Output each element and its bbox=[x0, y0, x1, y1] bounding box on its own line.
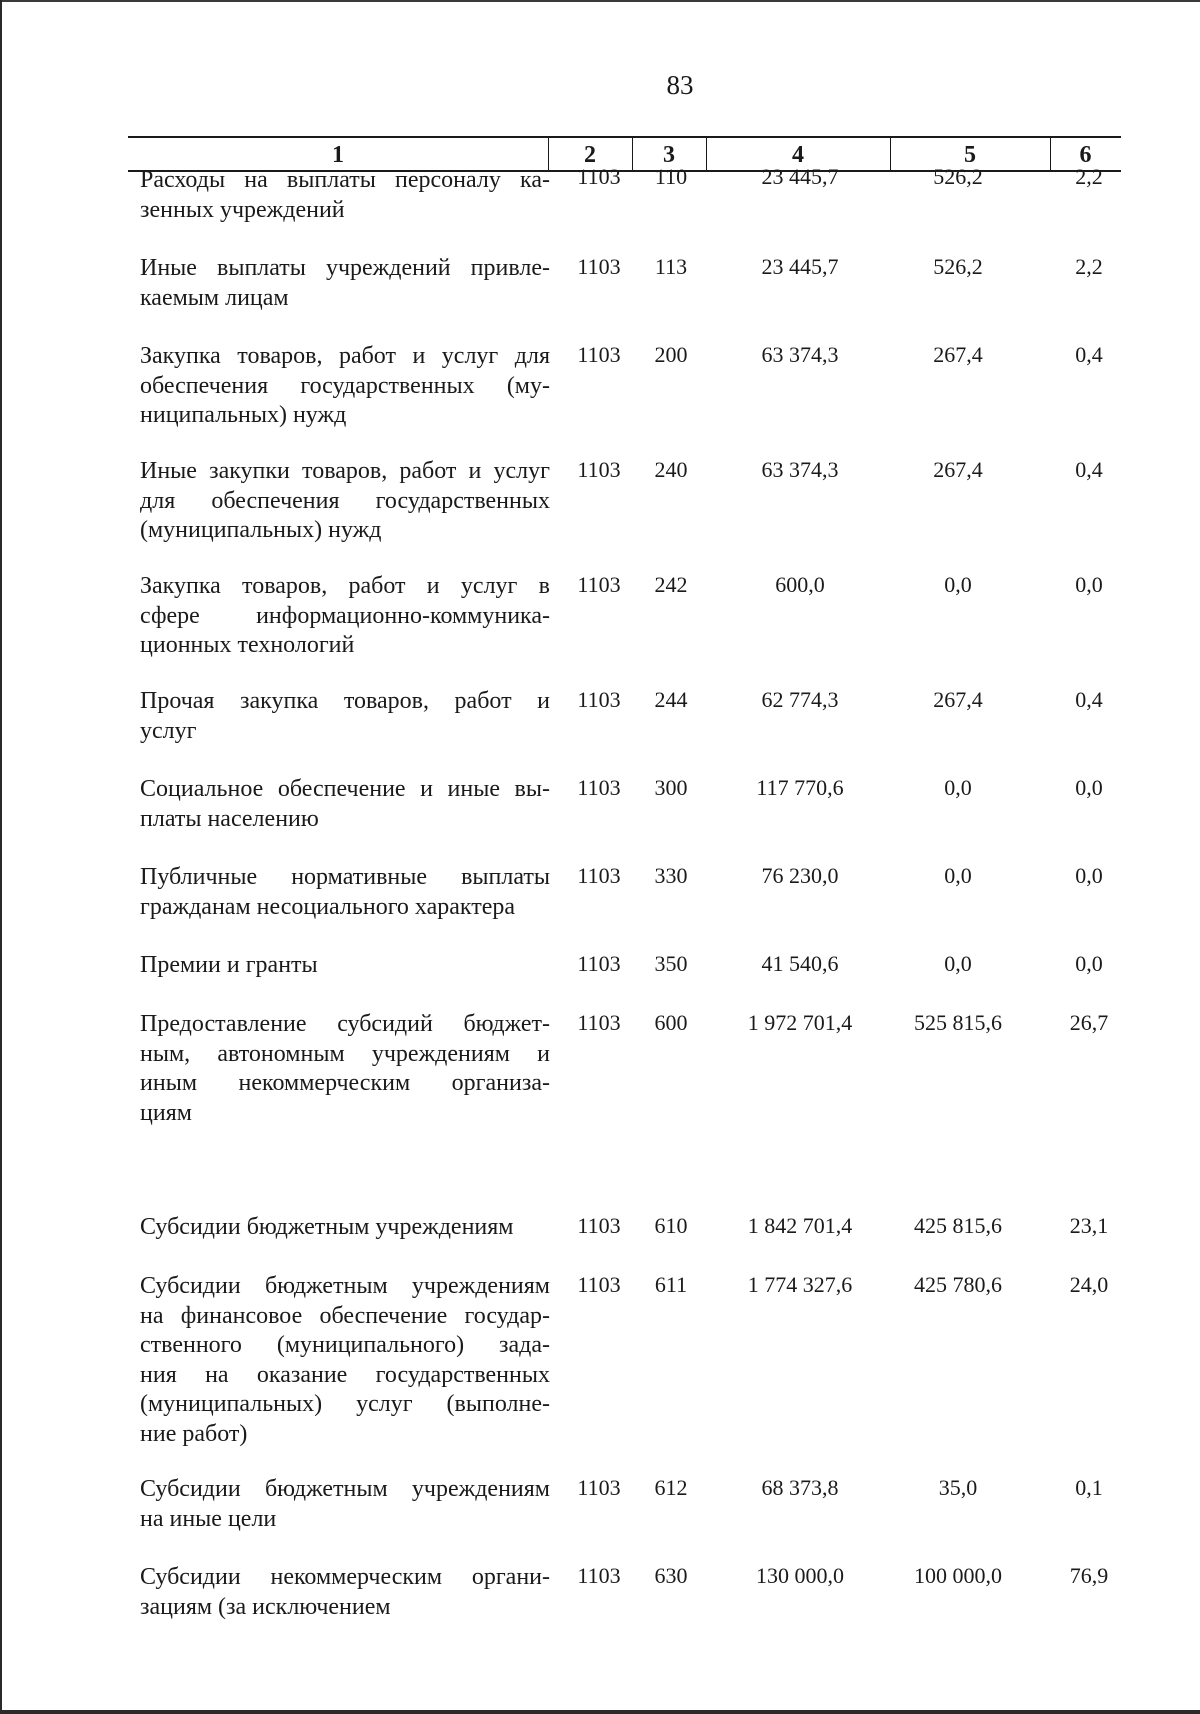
cell-c2: 1103 bbox=[577, 572, 621, 597]
cell-c2: 1103 bbox=[577, 1272, 621, 1297]
row-name-line: Предоставление субсидий бюджет- bbox=[140, 1011, 550, 1037]
cell-c6: 76,9 bbox=[1069, 1563, 1109, 1588]
row-name bbox=[140, 342, 550, 431]
cell-c6: 0,0 bbox=[1075, 951, 1103, 976]
header-col-5: 5 bbox=[890, 138, 1051, 170]
row-name-line: Иные выплаты учреждений привле- bbox=[140, 255, 550, 281]
row-name-line: ционных технологий bbox=[140, 632, 355, 658]
cell-c5: 267,4 bbox=[933, 687, 983, 712]
row-name-line: для обеспечения государственных bbox=[140, 487, 550, 514]
cell-c6: 2,2 bbox=[1075, 164, 1103, 189]
cell-c4: 62 774,3 bbox=[761, 687, 839, 712]
cell-c5: 0,0 bbox=[944, 951, 972, 976]
cell-c4: 1 972 701,4 bbox=[747, 1010, 853, 1035]
cell-c4: 76 230,0 bbox=[761, 863, 839, 888]
cell-c6: 23,1 bbox=[1069, 1213, 1109, 1238]
cell-c3: 610 bbox=[654, 1213, 688, 1238]
cell-c4: 1 774 327,6 bbox=[747, 1272, 853, 1297]
cell-c4: 130 000,0 bbox=[756, 1563, 844, 1588]
cell-c6: 0,4 bbox=[1075, 342, 1103, 367]
cell-c3: 113 bbox=[654, 254, 688, 279]
cell-c3: 300 bbox=[654, 775, 688, 800]
cell-c5: 35,0 bbox=[938, 1475, 978, 1500]
row-name-line: платы населению bbox=[140, 805, 319, 832]
row-name-line: Иные закупки товаров, работ и услуг bbox=[140, 458, 550, 484]
row-name-line: Закупка товаров, работ и услуг в bbox=[140, 573, 550, 599]
cell-c5: 526,2 bbox=[933, 254, 983, 279]
cell-c2: 1103 bbox=[577, 457, 621, 482]
header-col-3: 3 bbox=[632, 138, 707, 170]
row-name bbox=[140, 572, 550, 661]
cell-c6: 0,0 bbox=[1075, 572, 1103, 597]
cell-c3: 200 bbox=[654, 342, 688, 367]
cell-c4: 68 373,8 bbox=[761, 1475, 839, 1500]
row-name bbox=[140, 1475, 550, 1534]
cell-c2: 1103 bbox=[577, 1213, 621, 1238]
row-name bbox=[140, 1010, 550, 1128]
cell-c5: 425 815,6 bbox=[914, 1213, 1002, 1238]
cell-c5: 0,0 bbox=[944, 775, 972, 800]
header-col-1: 1 bbox=[128, 138, 549, 170]
row-name-line: Закупка товаров, работ и услуг для bbox=[140, 343, 550, 369]
cell-c2: 1103 bbox=[577, 164, 621, 189]
row-name-line: на финансовое обеспечение государ- bbox=[140, 1302, 550, 1329]
cell-c5: 0,0 bbox=[944, 572, 972, 597]
cell-c6: 26,7 bbox=[1069, 1010, 1109, 1035]
row-name-line: сфере информационно-коммуника- bbox=[140, 602, 550, 629]
row-name-line: Субсидии бюджетным учреждениям bbox=[140, 1476, 550, 1502]
cell-c2: 1103 bbox=[577, 342, 621, 367]
row-name-line: услуг bbox=[140, 717, 197, 744]
row-name bbox=[140, 254, 550, 313]
cell-c5: 526,2 bbox=[933, 164, 983, 189]
cell-c4: 117 770,6 bbox=[756, 775, 844, 800]
row-name-line: (муниципальных) нужд bbox=[140, 517, 382, 543]
cell-c6: 24,0 bbox=[1069, 1272, 1109, 1297]
cell-c4: 1 842 701,4 bbox=[747, 1213, 853, 1238]
cell-c3: 612 bbox=[654, 1475, 688, 1500]
cell-c6: 0,4 bbox=[1075, 457, 1103, 482]
row-name-line: Премии и гранты bbox=[140, 952, 318, 978]
row-name-line: ния на оказание государственных bbox=[140, 1361, 550, 1388]
cell-c6: 2,2 bbox=[1075, 254, 1103, 279]
cell-c4: 63 374,3 bbox=[761, 342, 839, 367]
cell-c5: 425 780,6 bbox=[914, 1272, 1002, 1297]
row-name-line: ние работ) bbox=[140, 1420, 248, 1447]
cell-c2: 1103 bbox=[577, 254, 621, 279]
cell-c6: 0,0 bbox=[1075, 775, 1103, 800]
row-name-line: иным некоммерческим организа- bbox=[140, 1070, 550, 1096]
cell-c5: 0,0 bbox=[944, 863, 972, 888]
cell-c6: 0,4 bbox=[1075, 687, 1103, 712]
scan-edge-left bbox=[0, 0, 2, 1714]
cell-c5: 267,4 bbox=[933, 342, 983, 367]
row-name-line: на иные цели bbox=[140, 1505, 277, 1532]
row-name-line: Расходы на выплаты персоналу ка- bbox=[140, 167, 550, 193]
cell-c3: 244 bbox=[654, 687, 688, 712]
row-name-line: Субсидии бюджетным учреждениям bbox=[140, 1214, 514, 1240]
cell-c4: 600,0 bbox=[775, 572, 825, 597]
cell-c3: 240 bbox=[654, 457, 688, 482]
row-name-line: каемым лицам bbox=[140, 284, 289, 311]
row-name bbox=[140, 1272, 550, 1449]
header-col-2: 2 bbox=[548, 138, 633, 170]
cell-c3: 611 bbox=[654, 1272, 688, 1297]
cell-c2: 1103 bbox=[577, 687, 621, 712]
cell-c2: 1103 bbox=[577, 951, 621, 976]
cell-c4: 41 540,6 bbox=[761, 951, 839, 976]
row-name bbox=[140, 863, 550, 922]
cell-c3: 630 bbox=[654, 1563, 688, 1588]
cell-c2: 1103 bbox=[577, 775, 621, 800]
scan-edge-top bbox=[0, 0, 1200, 2]
row-name-line: зенных учреждений bbox=[140, 196, 345, 223]
row-name-line: гражданам несоциального характера bbox=[140, 893, 516, 920]
cell-c3: 600 bbox=[654, 1010, 688, 1035]
row-name-line: циям bbox=[140, 1099, 192, 1126]
row-name bbox=[140, 1563, 550, 1622]
row-name bbox=[140, 951, 550, 981]
row-name-line: Прочая закупка товаров, работ и bbox=[140, 688, 550, 714]
row-name-line: зациям (за исключением bbox=[140, 1593, 391, 1620]
row-name bbox=[140, 457, 550, 546]
cell-c5: 267,4 bbox=[933, 457, 983, 482]
header-col-4: 4 bbox=[706, 138, 891, 170]
row-name bbox=[140, 166, 550, 225]
cell-c3: 350 bbox=[654, 951, 688, 976]
row-name-line: Социальное обеспечение и иные вы- bbox=[140, 776, 550, 802]
row-name-line: ственного (муниципального) зада- bbox=[140, 1332, 550, 1358]
row-name-line: Публичные нормативные выплаты bbox=[140, 864, 550, 890]
cell-c4: 63 374,3 bbox=[761, 457, 839, 482]
row-name bbox=[140, 775, 550, 834]
row-name bbox=[140, 1213, 550, 1243]
cell-c2: 1103 bbox=[577, 1563, 621, 1588]
cell-c2: 1103 bbox=[577, 1010, 621, 1035]
row-name bbox=[140, 687, 550, 746]
cell-c6: 0,0 bbox=[1075, 863, 1103, 888]
cell-c4: 23 445,7 bbox=[761, 164, 839, 189]
row-name-line: Субсидии бюджетным учреждениям bbox=[140, 1273, 550, 1299]
cell-c5: 100 000,0 bbox=[914, 1563, 1002, 1588]
cell-c6: 0,1 bbox=[1075, 1475, 1103, 1500]
budget-table bbox=[128, 136, 1121, 1620]
row-name-line: Субсидии некоммерческим органи- bbox=[140, 1564, 550, 1590]
cell-c5: 525 815,6 bbox=[914, 1010, 1002, 1035]
page-number: 83 bbox=[666, 70, 694, 100]
cell-c4: 23 445,7 bbox=[761, 254, 839, 279]
cell-c3: 110 bbox=[654, 164, 688, 189]
row-name-line: обеспечения государственных (му- bbox=[140, 372, 550, 399]
scan-edge-bottom bbox=[0, 1710, 1200, 1714]
cell-c2: 1103 bbox=[577, 1475, 621, 1500]
row-name-line: (муниципальных) услуг (выполне- bbox=[140, 1391, 550, 1417]
cell-c3: 330 bbox=[654, 863, 688, 888]
cell-c3: 242 bbox=[654, 572, 688, 597]
header-col-6: 6 bbox=[1079, 142, 1092, 168]
cell-c2: 1103 bbox=[577, 863, 621, 888]
row-name-line: ным, автономным учреждениям и bbox=[140, 1040, 550, 1067]
row-name-line: ниципальных) нужд bbox=[140, 402, 347, 428]
